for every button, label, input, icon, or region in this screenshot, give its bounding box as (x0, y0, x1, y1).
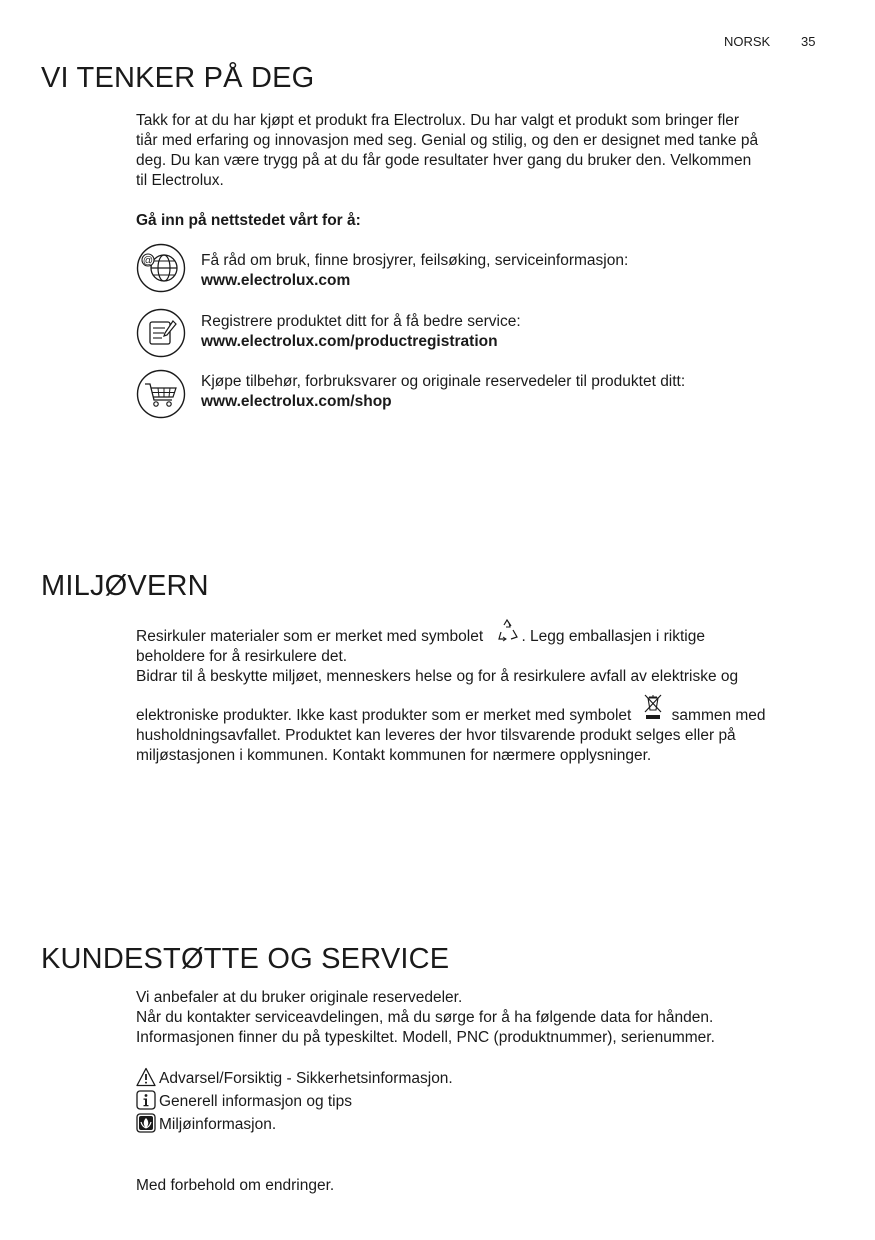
header-language: NORSK (724, 34, 771, 49)
website-link[interactable]: www.electrolux.com (201, 272, 351, 289)
environment-icon (136, 1113, 156, 1133)
intro-line: Takk for at du har kjøpt et produkt fra Electrolux. Du har valgt et produkt som bringer fler (136, 112, 740, 129)
item-text: Få råd om bruk, finne brosjyrer, feilsøking, serviceinformasjon: (201, 252, 629, 269)
page-number: 35 (801, 34, 816, 49)
environment-line: miljøstasjonen i kommunen. Kontakt kommunen for nærmere opplysninger. (136, 747, 652, 764)
shopping-cart-icon (136, 369, 186, 419)
warning-icon (136, 1067, 156, 1087)
service-line: Informasjonen finner du på typeskiltet. Modell, PNC (produktnummer), serienummer. (136, 1029, 715, 1046)
footer-note: Med forbehold om endringer. (136, 1177, 335, 1194)
service-paragraph (136, 988, 816, 1048)
registration-icon (136, 308, 186, 358)
service-line: Vi anbefaler at du bruker originale reservedeler. (136, 989, 463, 1006)
intro-line: tiår med erfaring og innovasjon med seg. Genial og stilig, og den er designet med tanke på (136, 132, 759, 149)
section-title-vi-tenker: VI TENKER PÅ DEG (41, 62, 315, 94)
intro-paragraph (136, 111, 816, 191)
legend-item-warning (136, 1067, 453, 1090)
legend-text: Generell informasjon og tips (159, 1093, 352, 1110)
section-title-kundestotte: KUNDESTØTTE OG SERVICE (41, 943, 450, 975)
item-text: Kjøpe tilbehør, forbruksvarer og originale reservedeler til produktet ditt: (201, 373, 686, 390)
website-link[interactable]: www.electrolux.com/productregistration (201, 333, 498, 350)
item-text: Registrere produktet ditt for å få bedre service: (201, 313, 521, 330)
legend-text: Advarsel/Forsiktig - Sikkerhetsinformasjon. (159, 1070, 453, 1087)
environment-line (136, 618, 816, 647)
legend-item-environment (136, 1113, 276, 1136)
list-item (201, 372, 685, 412)
text-fragment: sammen med (671, 707, 766, 724)
svg-text:@: @ (142, 255, 154, 267)
environment-line: husholdningsavfallet. Produktet kan leveres der hvor tilsvarende produkt selges eller på (136, 727, 736, 744)
environment-line (136, 694, 816, 726)
list-item (201, 312, 521, 352)
environment-paragraph (136, 618, 816, 766)
website-link[interactable]: www.electrolux.com/shop (201, 393, 392, 410)
text-fragment: elektroniske produkter. Ikke kast produkter som er merket med symbolet (136, 707, 632, 724)
environment-line: beholdere for å resirkulere det. (136, 648, 348, 665)
intro-line: deg. Du kan være trygg på at du får gode resultater hver gang du bruker den. Velkommen (136, 152, 752, 169)
service-line: Når du kontakter serviceavdelingen, må du sørge for å ha følgende data for hånden. (136, 1009, 714, 1026)
visit-heading: Gå inn på nettstedet vårt for å: (136, 212, 361, 229)
legend-item-info (136, 1090, 352, 1113)
info-icon (136, 1090, 156, 1110)
text-fragment: Resirkuler materialer som er merket med symbolet (136, 628, 484, 645)
environment-line: Bidrar til å beskytte miljøet, menneskers helse og for å resirkulere avfall av elektriske og (136, 668, 739, 685)
text-fragment: . Legg emballasjen i riktige (521, 628, 705, 645)
globe-icon (136, 243, 186, 293)
intro-line: til Electrolux. (136, 172, 224, 189)
list-item (201, 251, 628, 291)
section-title-miljovern: MILJØVERN (41, 570, 209, 602)
legend-text: Miljøinformasjon. (159, 1116, 277, 1133)
recycle-icon (493, 618, 521, 644)
weee-bin-icon (642, 694, 664, 722)
